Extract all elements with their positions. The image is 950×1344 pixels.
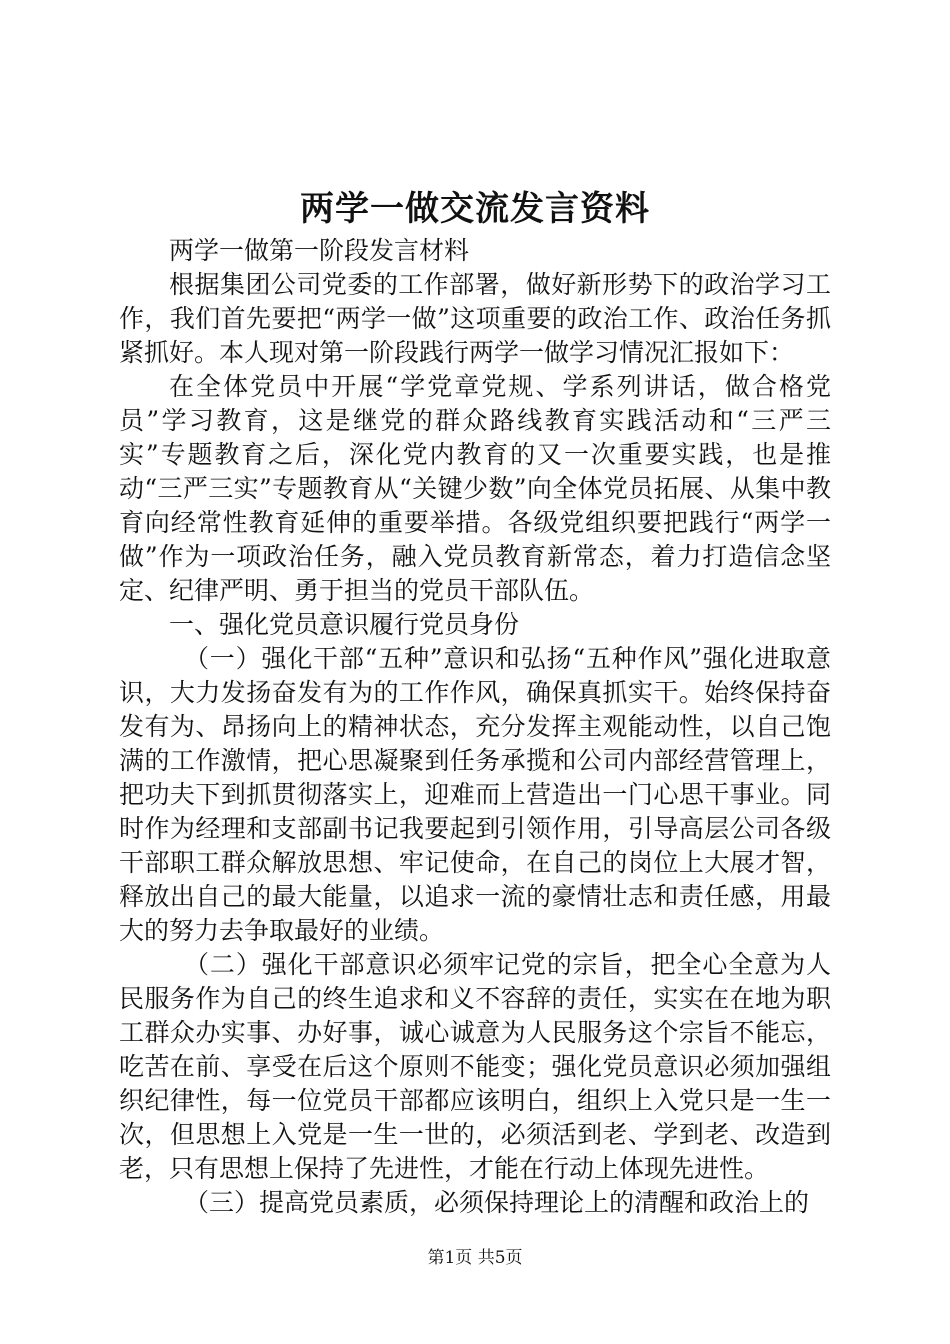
document-body — [119, 234, 831, 1220]
paragraph-background: 在全体党员中开展“学党章党规、学系列讲话，做合格党员”学习教育，这是继党的群众路线教育实践活动和“三严三实”专题教育之后，深化党内教育的又一次重要实践，也是推动“三严三实”专题教育从“关键少数”向全体党员拓展、从集中教育向经常性教育延伸的重要举措。各级党组织要把践行“两学一做”作为一项政治任务，融入党员教育新常态，着力打造信念坚定、纪律严明、勇于担当的党员干部队伍。 — [119, 372, 831, 605]
paragraph-subtitle: 两学一做第一阶段发言材料 — [169, 236, 470, 265]
section-heading-1: 一、强化党员意识履行党员身份 — [169, 610, 520, 639]
paragraph-intro: 根据集团公司党委的工作部署，做好新形势下的政治学习工作，我们首先要把“两学一做”这项重要的政治工作、政治任务抓紧抓好。本人现对第一阶段践行两学一做学习情况汇报如下： — [119, 270, 831, 367]
paragraph-item-1: （一）强化干部“五种”意识和弘扬“五种作风”强化进取意识，大力发扬奋发有为的工作作风，确保真抓实干。始终保持奋发有为、昂扬向上的精神状态，充分发挥主观能动性，以自己饱满的工作激情，把心思凝聚到任务承揽和公司内部经营管理上，把功夫下到抓贯彻落实上，迎难而上营造出一门心思干事业。同时作为经理和支部副书记我要起到引领作用，引导高层公司各级干部职工群众解放思想、牢记使命，在自己的岗位上大展才智，释放出自己的最大能量，以追求一流的豪情壮志和责任感，用最大的努力去争取最好的业绩。 — [119, 644, 831, 945]
document-title: 两学一做交流发言资料 — [300, 189, 650, 229]
paragraph-item-2: （二）强化干部意识必须牢记党的宗旨，把全心全意为人民服务作为自己的终生追求和义不容辞的责任，实实在在地为职工群众办实事、办好事，诚心诚意为人民服务这个宗旨不能忘，吃苦在前、享受在后这个原则不能变；强化党员意识必须加强组织纪律性，每一位党员干部都应该明白，组织上入党只是一生一次，但思想上入党是一生一世的，必须活到老、学到老、改造到老，只有思想上保持了先进性，才能在行动上体现先进性。 — [119, 950, 831, 1183]
page-number-footer: 第1页 共5页 — [427, 1248, 523, 1268]
paragraph-item-3: （三）提高党员素质，必须保持理论上的清醒和政治上的 — [184, 1188, 810, 1217]
